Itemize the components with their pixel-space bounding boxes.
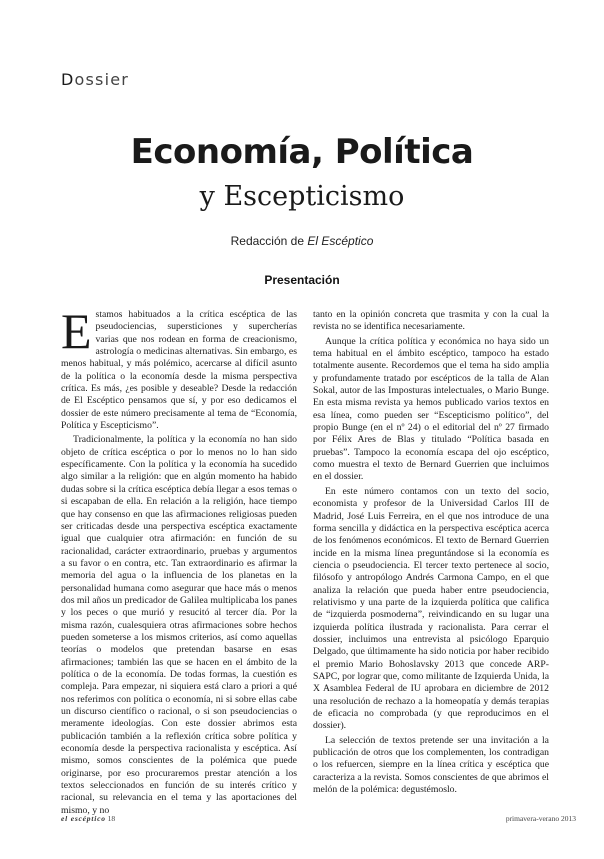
section-label-rest: ossier (74, 70, 130, 89)
paragraph: Aunque la crítica política y económica no haya sido un tema habitual en el ámbito escéptico, tampoco ha estado totalmente ausente. Recordemos que el tema ha sido amplia y profundamente tratado por escépticos de la talla de Alan Sokal, autor de las Imposturas intelectuales, o Mario Bunge. En esta misma revista ya hemos publicado varios textos en esa línea, como pueden ser “Escepticismo político”, del propio Bunge (en el nº 24) o el editorial del nº 27 firmado por Félix Ares de Blas y titulado “Política basada en pruebas”. Tampoco la economía escapa del ojo escéptico, como muestra el texto de Bernard Guerrien que incluimos en el dossier. (313, 335, 549, 483)
paragraph-continued: tanto en la opinión concreta que trasmita y con la cual la revista no se identifica necesariamente. (313, 309, 549, 333)
article-subtitle: y Escepticismo (199, 181, 405, 212)
section-heading: Presentación (264, 273, 340, 287)
paragraph: La selección de textos pretende ser una invitación a la publicación de otros que los complementen, los contradigan o los refuercen, siempre en la línea crítica y escéptica que caracteriza a la revista. Somos conscientes de que abrimos el melón de la polémica: degustémoslo. (313, 734, 549, 796)
byline-prefix: Redacción de (230, 234, 304, 248)
magazine-brand: el escéptico (61, 814, 106, 823)
byline-source: El Escéptico (307, 234, 374, 248)
paragraph: En este número contamos con un texto del socio, economista y profesor de la Universidad Carlos III de Madrid, José Luis Ferreira, en el que nos introduce de una forma sencilla y didáctica en la perspectiva escéptica acerca de los fenómenos económicos. El texto de Bernard Guerrien incide en la misma línea preguntándose si la economía es ciencia o pseudociencia. El tercer texto pertenece al socio, filósofo y antropólogo Andrés Carmona Campo, en el que analiza la relación que pueda haber entre pseudociencia, relativismo y una parte de la izquierda política que califica de “izquierda posmoderna”, reivindicando en su lugar una izquierda política ilustrada y racionalista. Para cerrar el dossier, incluimos una entrevista al psicólogo Eparquio Delgado, que últimamente ha sido noticia por haber recibido el premio Mario Bohoslavsky 2013 que concede ARP-SAPC, por lograr que, como militante de Izquierda Unida, la X Asamblea Federal de IU aprobara en diciembre de 2012 una resolución de rechazo a la homeopatía y demás terapias de eficacia no comprobada (y que reproducimos en el dossier). (313, 485, 549, 732)
paragraph: Tradicionalmente, la política y la economía no han sido objeto de crítica escéptica o por lo menos no lo han sido específicamente. Con la política y la economía ha sucedido algo similar a la religión: que en algún momento ha habido dudas sobre si la crítica escéptica debía llegar a esos temas o si escapaban de ella. En relación a la religión, hace tiempo que hay consenso en que las afirmaciones religiosas pueden ser criticadas desde una perspectiva escéptica exactamente igual que cualquier otra afirmación: en función de su racionalidad, carácter extraordinario, pruebas y argumentos a su favor o en contra, etc. Tan extraordinario es afirmar la memoria del agua o la influencia de los planetas en la personalidad humana como asegurar que hace más o menos dos mil años un predicador de Galilea multiplicaba los panes y los peces o que murió y resucitó al tercer día. Por la misma razón, cualesquiera otras afirmaciones sobre hechos pueden someterse a los mismos criterios, así como aquellas teorías o modelos que pretendan basarse en esas afirmaciones; también las que se hacen en el ámbito de la política o de la economía. De todas formas, la cuestión es compleja. Para empezar, ni siquiera está claro a priori a qué nos referimos con política o economía, ni si sobre ellas cabe un discurso científico o racional, o si son pseudociencias o meramente ideologías. Con este dossier abrimos esta publicación también a la reflexión crítica sobre política y economía desde la perspectiva racionalista y escéptica. Así mismo, somos conscientes de la polémica que puede originarse, por eso procuraremos prestar atención a los textos seleccionados en función de su interés crítico y racional, su relevancia en el tema y las aportaciones del mismo, y no (61, 434, 297, 816)
issue-label: primavera-verano 2013 (505, 814, 576, 823)
right-column (313, 309, 549, 796)
section-label (61, 70, 129, 89)
paragraph-intro (61, 303, 297, 432)
section-label-initial: D (61, 70, 75, 89)
page-number: 18 (107, 814, 116, 823)
drop-cap: E (61, 303, 92, 359)
paragraph-intro-text: stamos habituados a la crítica escéptica de las pseudociencias, supersticiones y supercherías varias que nos rodean en forma de creacionismo, astrología o medicinas alternativas. Sin embargo, es menos habitual, y más polémico, acercarse al difícil asunto de la política o la economía desde la misma perspectiva crítica. Es más, ¿es posible y deseable? Desde la redacción de El Escéptico pensamos que sí, y por eso dedicamos el dossier de este número precisamente al tema de “Economía, Política y Escepticismo”. (61, 309, 297, 432)
footer-left (61, 814, 115, 823)
byline (0, 234, 604, 248)
left-column (61, 303, 297, 817)
article-title: Economía, Política (130, 132, 474, 172)
